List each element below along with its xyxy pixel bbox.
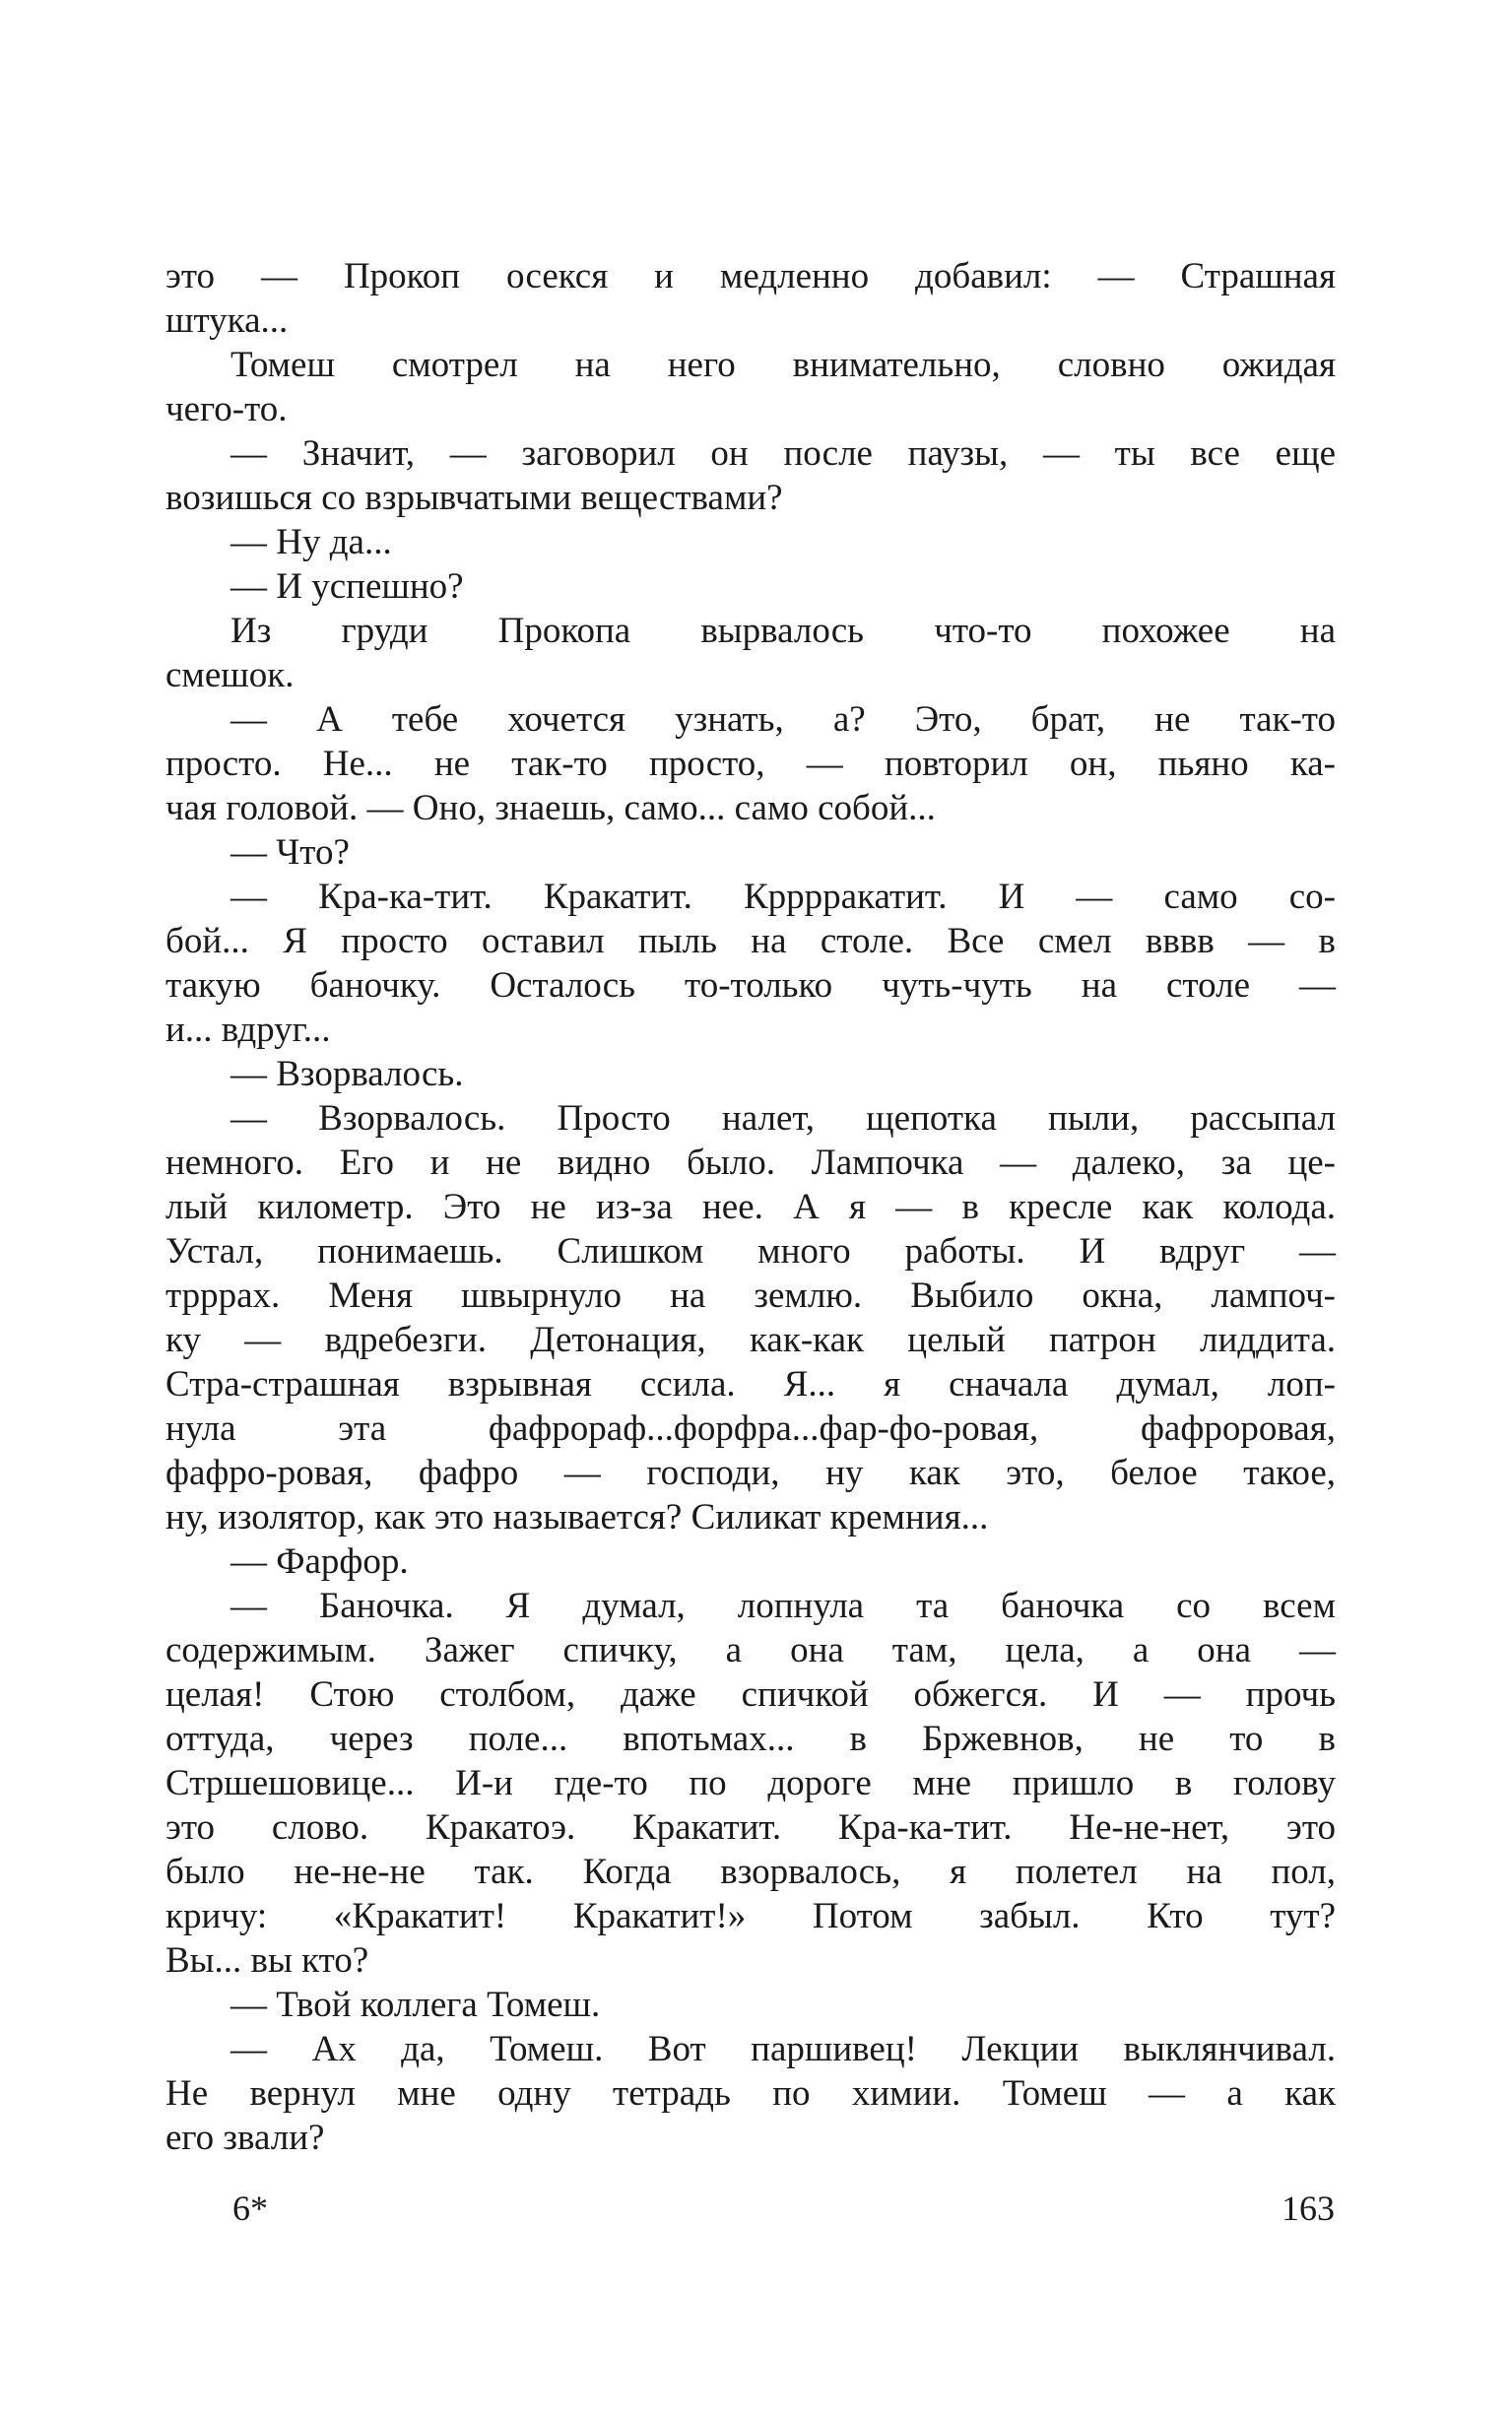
text-line: Из груди Прокопа вырвалось что-то похожее на bbox=[230, 611, 1336, 651]
signature-mark: 6* bbox=[232, 2189, 268, 2228]
text-line: кричу: «Кракатит! Кракатит!» Потом забыл. Кто тут? bbox=[165, 1896, 1336, 1936]
text-line: Стршешовице... И-и где-то по дороге мне пришло в голову bbox=[165, 1763, 1336, 1803]
text-line: — А тебе хочется узнать, а? Это, брат, не так-то bbox=[230, 699, 1336, 740]
text-line: штука... bbox=[165, 300, 289, 341]
text-line: смешок. bbox=[165, 655, 295, 695]
text-line: ку — вдребезги. Детонация, как-как целый патрон лиддита. bbox=[165, 1320, 1336, 1360]
text-line: чая головой. — Оно, знаешь, само... само собой... bbox=[165, 788, 936, 828]
text-line: Вы... вы кто? bbox=[165, 1940, 369, 1981]
text-line: нула эта фафрораф...форфра...фар-фо-ровая, фафроровая, bbox=[165, 1408, 1336, 1449]
text-line: — Значит, — заговорил он после паузы, — ты все еще bbox=[230, 433, 1336, 474]
text-line: — Что? bbox=[230, 832, 350, 873]
text-line: ну, изолятор, как это называется? Силикат кремния... bbox=[165, 1497, 989, 1537]
body-text bbox=[165, 254, 1336, 2160]
text-line: возишься со взрывчатыми веществами? bbox=[165, 478, 783, 518]
text-line: бой... Я просто оставил пыль на столе. Все смел вввв — в bbox=[165, 921, 1336, 961]
text-line: целая! Стою столбом, даже спичкой обжегся. И — прочь bbox=[165, 1674, 1336, 1715]
text-line: Устал, понимаешь. Слишком много работы. И вдруг — bbox=[165, 1231, 1336, 1272]
text-line: и... вдруг... bbox=[165, 1010, 331, 1050]
text-line: — Кра-ка-тит. Кракатит. Крррракатит. И — само со- bbox=[230, 877, 1336, 917]
text-line: лый километр. Это не из-за нее. А я — в кресле как колода. bbox=[165, 1187, 1336, 1227]
text-line: немного. Его и не видно было. Лампочка — далеко, за це- bbox=[165, 1143, 1336, 1183]
text-line: Стра-страшная взрывная ссила. Я... я сначала думал, лоп- bbox=[165, 1364, 1336, 1405]
text-line: это слово. Кракатоэ. Кракатит. Кра-ка-тит. Не-не-нет, это bbox=[165, 1807, 1336, 1848]
text-line: трррах. Меня швырнуло на землю. Выбило окна, лампоч- bbox=[165, 1275, 1336, 1316]
text-line: — Взорвалось. Просто налет, щепотка пыли, рассыпал bbox=[230, 1098, 1336, 1139]
text-line: его звали? bbox=[165, 2118, 325, 2158]
text-line: такую баночку. Осталось то-только чуть-чуть на столе — bbox=[165, 965, 1336, 1006]
page-number: 163 bbox=[1282, 2189, 1335, 2228]
text-line: чего-то. bbox=[165, 389, 288, 429]
text-line: — Фарфор. bbox=[230, 1541, 409, 1582]
text-line: Не вернул мне одну тетрадь по химии. Томеш — а как bbox=[165, 2073, 1336, 2114]
text-line: — Ах да, Томеш. Вот паршивец! Лекции выклянчивал. bbox=[230, 2029, 1336, 2069]
text-line: было не-не-не так. Когда взорвалось, я полетел на пол, bbox=[165, 1852, 1336, 1892]
text-line: Томеш смотрел на него внимательно, словно ожидая bbox=[230, 345, 1336, 385]
text-line: просто. Не... не так-то просто, — повторил он, пьяно ка- bbox=[165, 744, 1336, 784]
text-line: содержимым. Зажег спичку, а она там, цела, а она — bbox=[165, 1630, 1336, 1670]
text-line: фафро-ровая, фафро — господи, ну как это, белое такое, bbox=[165, 1453, 1336, 1493]
text-line: это — Прокоп осекся и медленно добавил: — Страшная bbox=[165, 256, 1336, 296]
text-line: — Твой коллега Томеш. bbox=[230, 1985, 601, 2025]
text-line: — Ну да... bbox=[230, 522, 392, 562]
text-line: — И успешно? bbox=[230, 566, 464, 607]
text-line: — Взорвалось. bbox=[230, 1054, 464, 1094]
text-line: — Баночка. Я думал, лопнула та баночка со всем bbox=[230, 1586, 1336, 1626]
text-line: оттуда, через поле... впотьмах... в Бржевнов, не то в bbox=[165, 1719, 1336, 1759]
